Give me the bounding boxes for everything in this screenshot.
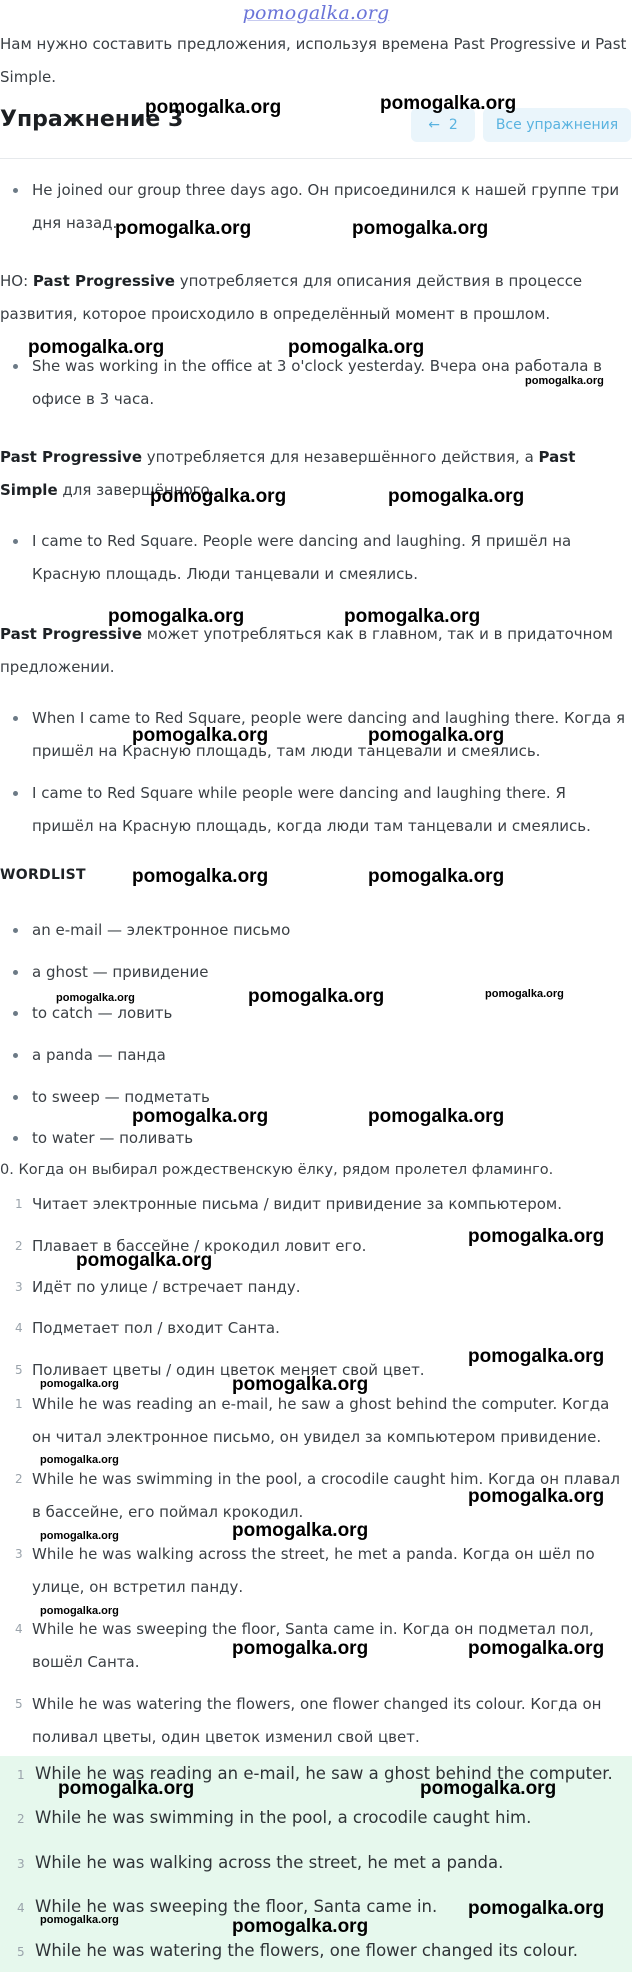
watermark: pomogalka.org (40, 1914, 119, 1926)
prev-exercise-label: 2 (448, 117, 458, 133)
example-bullet: When I came to Red Square, people were dancing and laughing there. Когда я пришёл на Красную площадь, там люди танцевали и смеялись. (32, 702, 630, 768)
example-sentence: 0. Когда он выбирал рождественскую ёлку, рядом пролетел фламинго. (0, 1162, 554, 1178)
wordlist-heading: WORDLIST (0, 867, 86, 883)
rule-paragraph: НО: Past Progressive употребляется для описания действия в процессе развития, которое происходило в определённый момент в прошлом. (0, 272, 583, 323)
watermark: pomogalka.org (368, 725, 505, 746)
watermark: pomogalka.org (58, 1778, 195, 1799)
wordlist-item: a panda — панда (32, 1046, 166, 1064)
wordlist-item: a ghost — привидение (32, 963, 209, 981)
answer-translation-item: 5 While he was watering the flowers, one flower changed its colour. Когда он поливал цветы, один цветок изменил свой цвет. (15, 1695, 602, 1746)
watermark: pomogalka.org (380, 93, 517, 114)
task-item: 3 Идёт по улице / встречает панду. (15, 1278, 301, 1296)
watermark: pomogalka.org (288, 337, 425, 358)
watermark: pomogalka.org (150, 486, 287, 507)
task-item: 2 Плавает в бассейне / крокодил ловит его. (15, 1237, 367, 1255)
rule-paragraph: Past Progressive употребляется для незавершённого действия, а Past Simple для завершённого. (0, 448, 576, 499)
watermark: pomogalka.org (468, 1638, 605, 1659)
example-bullet: I came to Red Square while people were dancing and laughing there. Я пришёл на Красную площадь, когда люди там танцевали и смеялись. (32, 777, 630, 843)
watermark: pomogalka.org (40, 1454, 119, 1466)
example-bullet: I came to Red Square. People were dancing and laughing. Я пришёл на Красную площадь. Люди танцевали и смеялись. (32, 525, 630, 591)
intro-text: Нам нужно составить предложения, используя времена Past Progressive и Past Simple. (0, 35, 627, 86)
final-answer-item: 3 While he was walking across the street, he met a panda. (17, 1853, 504, 1872)
arrow-left-icon: ← (428, 117, 440, 133)
rule-paragraph: Past Progressive может употребляться как в главном, так и в придаточном предложении. (0, 625, 613, 676)
watermark: pomogalka.org (368, 866, 505, 887)
watermark: pomogalka.org (56, 992, 135, 1004)
watermark: pomogalka.org (108, 606, 245, 627)
watermark: pomogalka.org (232, 1916, 369, 1937)
watermark: pomogalka.org (468, 1486, 605, 1507)
final-answer-item: 4 While he was sweeping the floor, Santa came in. (17, 1897, 438, 1916)
watermark: pomogalka.org (115, 218, 252, 239)
watermark: pomogalka.org (468, 1346, 605, 1367)
watermark: pomogalka.org (232, 1520, 369, 1541)
watermark: pomogalka.org (40, 1605, 119, 1617)
watermark: pomogalka.org (132, 866, 269, 887)
watermark: pomogalka.org (145, 97, 282, 118)
answer-translation-item: 1 While he was reading an e-mail, he saw a ghost behind the computer. Когда он читал электронное письмо, он увидел за компьютером привидение. (15, 1395, 610, 1446)
watermark: pomogalka.org (468, 1898, 605, 1919)
task-item: 1 Читает электронные письма / видит привидение за компьютером. (15, 1195, 562, 1213)
answer-translation-item: 3 While he was walking across the street, he met a panda. Когда он шёл по улице, он встретил панду. (15, 1545, 595, 1596)
watermark: pomogalka.org (344, 606, 481, 627)
wordlist-item: to sweep — подметать (32, 1088, 210, 1106)
site-logo[interactable]: pomogalka.org (242, 2, 390, 24)
example-bullet: He joined our group three days ago. Он присоединился к нашей группе три дня назад. (32, 174, 630, 240)
watermark: pomogalka.org (248, 986, 385, 1007)
watermark: pomogalka.org (485, 988, 564, 1000)
watermark: pomogalka.org (525, 375, 604, 387)
watermark: pomogalka.org (232, 1638, 369, 1659)
task-item: 5 Поливает цветы / один цветок меняет свой цвет. (15, 1361, 425, 1379)
exercise-title: Упражнение 3 (0, 107, 184, 132)
wordlist-item: to catch — ловить (32, 1004, 173, 1022)
watermark: pomogalka.org (132, 725, 269, 746)
watermark: pomogalka.org (40, 1530, 119, 1542)
watermark: pomogalka.org (468, 1226, 605, 1247)
wordlist-item: to water — поливать (32, 1129, 194, 1147)
divider (0, 158, 632, 159)
watermark: pomogalka.org (76, 1250, 213, 1271)
watermark: pomogalka.org (388, 486, 525, 507)
task-item: 4 Подметает пол / входит Санта. (15, 1319, 280, 1337)
watermark: pomogalka.org (232, 1374, 369, 1395)
watermark: pomogalka.org (40, 1378, 119, 1390)
example-bullet: She was working in the office at 3 o'clock yesterday. Вчера она работала в офисе в 3 часа. (32, 350, 630, 416)
final-answer-item: 5 While he was watering the flowers, one flower changed its colour. (17, 1941, 579, 1960)
final-answer-item: 2 While he was swimming in the pool, a crocodile caught him. (17, 1808, 532, 1827)
watermark: pomogalka.org (420, 1778, 557, 1799)
final-answer-item: 1 While he was reading an e-mail, he saw a ghost behind the computer. (17, 1764, 613, 1783)
watermark: pomogalka.org (28, 337, 165, 358)
watermark: pomogalka.org (352, 218, 489, 239)
wordlist-item: an e-mail — электронное письмо (32, 921, 291, 939)
answer-translation-item: 4 While he was sweeping the floor, Santa came in. Когда он подметал пол, вошёл Санта. (15, 1620, 594, 1671)
all-exercises-button[interactable]: Все упражнения (483, 108, 631, 142)
watermark: pomogalka.org (132, 1106, 269, 1127)
answer-translation-item: 2 While he was swimming in the pool, a crocodile caught him. Когда он плавал в бассейне, его поймал крокодил. (15, 1470, 621, 1521)
watermark: pomogalka.org (368, 1106, 505, 1127)
